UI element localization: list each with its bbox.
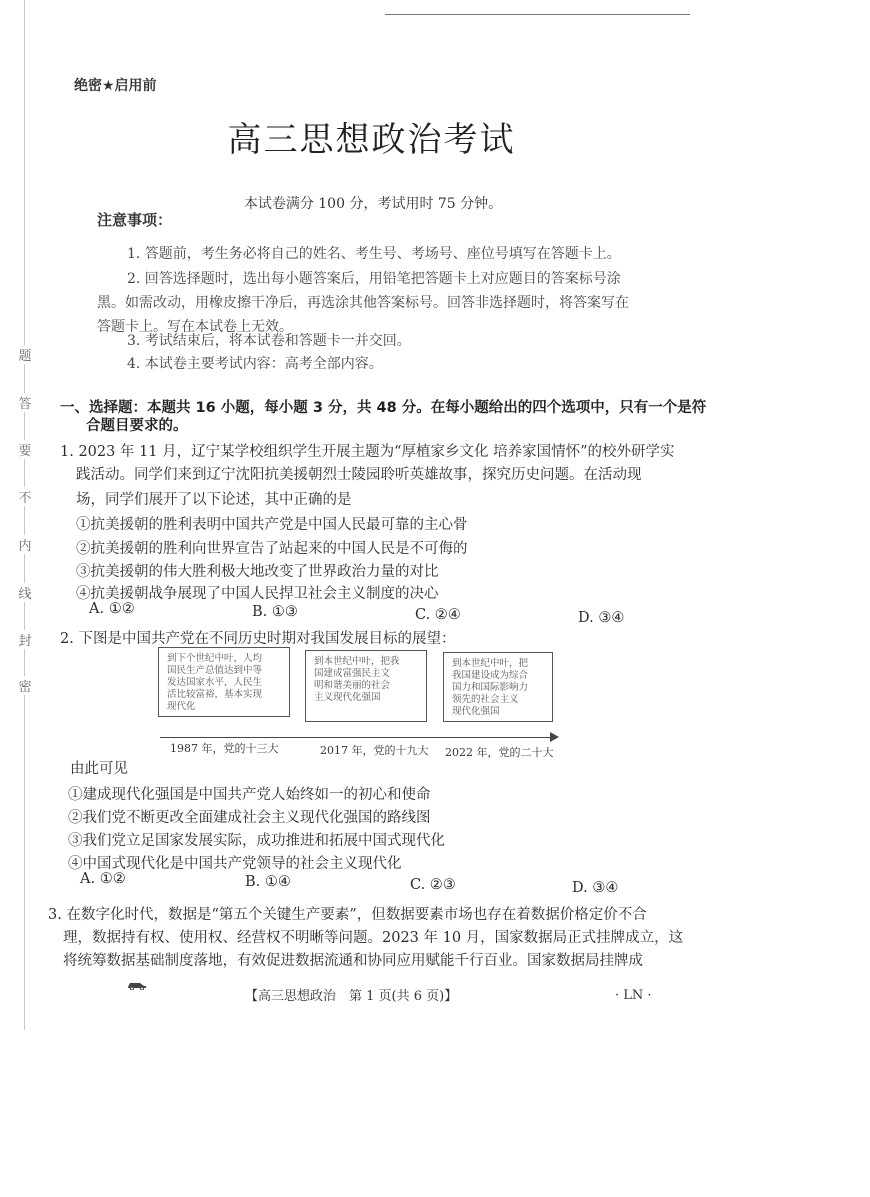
option-b: B. ①④ xyxy=(245,874,291,890)
binding-char: 答 xyxy=(14,393,36,412)
statement: ①抗美援朝的胜利表明中国共产党是中国人民最可靠的主心骨 xyxy=(76,517,468,533)
goal-box-2022: 到本世纪中叶，把 我国建设成为综合 国力和国际影响力 领先的社会主义 现代化强国 xyxy=(443,652,553,722)
section-heading: 一、选择题：本题共 16 小题，每小题 3 分，共 48 分。在每小题给出的四个选项中，只有一个是符 xyxy=(60,400,707,416)
question-lead: 由此可见 xyxy=(70,761,128,777)
binding-char: 题 xyxy=(14,345,36,364)
page-title: 高三思想政治考试 xyxy=(227,120,516,160)
question-stem: 将统筹数据基础制度落地，有效促进数据流通和协同应用赋能千行百业。国家数据局挂牌成 xyxy=(63,953,643,969)
option-d: D. ③④ xyxy=(578,610,625,626)
option-d: D. ③④ xyxy=(572,880,619,896)
notice-line: 答题卡上。写在本试卷上无效。 xyxy=(97,319,293,335)
notice-line: 2. 回答选择题时，选出每小题答案后，用铅笔把答题卡上对应题目的答案标号涂 xyxy=(127,271,621,287)
timeline-label: 2022 年，党的二十大 xyxy=(445,746,554,759)
notice-line: 黑。如需改动，用橡皮擦干净后，再选涂其他答案标号。回答非选择题时，将答案写在 xyxy=(97,295,629,311)
exam-info: 本试卷满分 100 分，考试用时 75 分钟。 xyxy=(243,196,503,212)
binding-char: 要 xyxy=(14,440,36,459)
notice-heading: 注意事项： xyxy=(97,211,173,229)
statement: ①建成现代化强国是中国共产党人始终如一的初心和使命 xyxy=(68,787,431,803)
statement: ③抗美援朝的伟大胜利极大地改变了世界政治力量的对比 xyxy=(76,564,439,580)
binding-char: 封 xyxy=(14,630,36,649)
notice-line: 1. 答题前，考生务必将自己的姓名、考生号、考场号、座位号填写在答题卡上。 xyxy=(127,246,621,262)
binding-char: 内 xyxy=(14,535,36,554)
question-stem: 2. 下图是中国共产党在不同历史时期对我国发展目标的展望： xyxy=(60,631,456,647)
statement: ③我们党立足国家发展实际，成功推进和拓展中国式现代化 xyxy=(68,833,445,849)
paper-code: · LN · xyxy=(615,988,652,1003)
page-footer: 【高三思想政治 第 1 页(共 6 页)】 xyxy=(245,989,458,1004)
binding-char: 不 xyxy=(14,487,36,506)
top-rule xyxy=(385,14,690,15)
goal-box-2017: 到本世纪中叶，把我 国建成富强民主文 明和谐美丽的社会 主义现代化强国 xyxy=(305,650,427,722)
notice-line: 4. 本试卷主要考试内容：高考全部内容。 xyxy=(127,356,383,372)
confidential-mark: 绝密★启用前 xyxy=(74,78,157,94)
question-stem: 1. 2023 年 11 月，辽宁某学校组织学生开展主题为“厚植家乡文化 培养家国情怀”的校外研学实 xyxy=(60,444,675,460)
arrow-right-icon xyxy=(550,732,559,742)
question-stem: 场，同学们展开了以下论述，其中正确的是 xyxy=(76,492,352,508)
timeline-label: 2017 年，党的十九大 xyxy=(320,744,429,757)
goal-box-1987: 到下个世纪中叶，人均 国民生产总值达到中等 发达国家水平，人民生 活比较富裕，基本实现 现代化 xyxy=(158,647,290,717)
binding-char: 密 xyxy=(14,676,36,695)
option-b: B. ①③ xyxy=(252,604,298,620)
section-heading: 合题目要求的。 xyxy=(86,418,188,434)
question-stem: 理，数据持有权、使用权、经营权不明晰等问题。2023 年 10 月，国家数据局正式挂牌成立，这 xyxy=(63,930,684,946)
statement: ②抗美援朝的胜利向世界宣告了站起来的中国人民是不可侮的 xyxy=(76,541,468,557)
notice-line: 3. 考试结束后，将本试卷和答题卡一并交回。 xyxy=(127,333,411,349)
timeline-label: 1987 年，党的十三大 xyxy=(170,742,279,755)
option-c: C. ②④ xyxy=(415,607,461,623)
question-stem: 践活动。同学们来到辽宁沈阳抗美援朝烈士陵园聆听英雄故事，探究历史问题。在活动现 xyxy=(76,467,642,483)
statement: ④中国式现代化是中国共产党领导的社会主义现代化 xyxy=(68,856,402,872)
statement: ②我们党不断更改全面建成社会主义现代化强国的路线图 xyxy=(68,810,431,826)
option-a: A. ①② xyxy=(89,601,135,617)
question-stem: 3. 在数字化时代，数据是“第五个关键生产要素”，但数据要素市场也存在着数据价格定价不合 xyxy=(48,907,647,923)
statement: ④抗美援朝战争展现了中国人民捍卫社会主义制度的决心 xyxy=(76,586,439,602)
option-a: A. ①② xyxy=(80,871,126,887)
timeline-axis xyxy=(160,737,555,738)
option-c: C. ②③ xyxy=(410,877,456,893)
binding-char: 线 xyxy=(14,583,36,602)
car-logo-icon xyxy=(127,980,147,990)
